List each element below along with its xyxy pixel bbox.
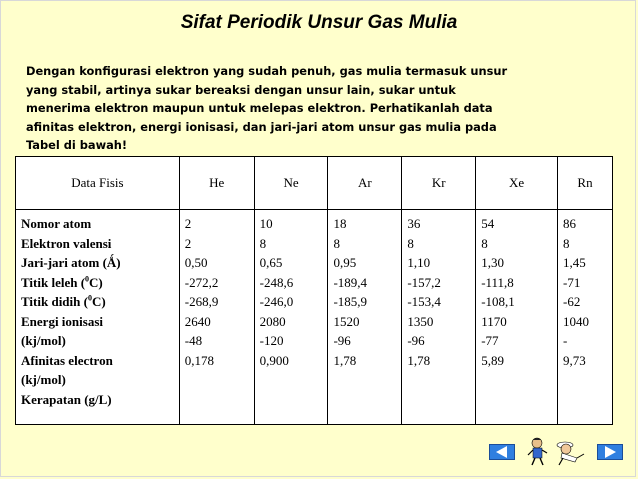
table-cell-value: -71 (563, 274, 581, 290)
intro-line: Dengan konfigurasi elektron yang sudah penuh, gas mulia termasuk unsur (26, 64, 508, 78)
intro-line: menerima elektron maupun untuk melepas elektron. Perhatikanlah data (26, 101, 493, 115)
row-label: (kj/mol) (21, 372, 66, 387)
degree-sup: 0 (87, 293, 92, 303)
row-label-melting (21, 273, 174, 293)
intro-paragraph (26, 62, 614, 155)
property-labels-cell (16, 210, 180, 425)
slide-title: Sifat Periodik Unsur Gas Mulia (180, 12, 458, 33)
row-label-boiling (21, 292, 174, 312)
row-label: Afinitas electron (21, 352, 113, 368)
table-cell-value: 1,78 (333, 352, 357, 368)
intro-line: afinitas elektron, energi ionisasi, dan jari-jari atom unsur gas mulia pada (26, 119, 497, 134)
row-label: (kj/mol) (21, 333, 66, 348)
header-element: Xe (476, 157, 558, 210)
table-cell-value: -185,9 (333, 294, 368, 309)
table-cell-value: -248,6 (259, 274, 294, 290)
table-cell-value: 5,89 (481, 352, 504, 368)
table-cell-value: 86 (563, 216, 577, 231)
table-cell-value: -272,2 (184, 274, 219, 290)
row-label: Kerapatan (g/L) (21, 391, 112, 407)
intro-line: Tabel di bawah! (26, 138, 128, 152)
prev-slide-button[interactable] (489, 444, 515, 460)
header-data-fisis: Data Fisis (16, 157, 180, 210)
values-kr (402, 210, 476, 425)
table-cell-value: 1520 (333, 313, 360, 329)
table-cell-value: 2 (184, 216, 192, 231)
table-cell-value: -48 (184, 333, 203, 348)
values-ar (328, 210, 402, 425)
next-slide-button[interactable] (597, 444, 623, 460)
table-cell-value: -120 (259, 333, 284, 348)
table-cell-value: -153,4 (407, 294, 441, 309)
table-cell-value: -77 (481, 333, 499, 348)
row-label: Titik leleh ( (21, 274, 86, 290)
table-cell-value: 1170 (481, 313, 507, 329)
table-cell-value: -111,8 (481, 274, 514, 290)
table-cell-value: 9,73 (563, 352, 586, 368)
teacher-character-icon[interactable] (553, 438, 587, 466)
values-he (179, 210, 254, 425)
table-cell-value: 1,78 (407, 352, 431, 368)
student-character-icon[interactable] (525, 437, 551, 467)
table-cell-value: -189,4 (333, 274, 368, 290)
table-cell-value: 8 (481, 235, 488, 251)
table-cell-value: 10 (259, 216, 273, 231)
table-cell-value: 18 (333, 216, 347, 231)
table-cell-value: 0,50 (184, 255, 208, 270)
table-cell-value: 8 (563, 235, 570, 251)
table-cell-value: 2080 (259, 313, 286, 329)
values-ne (254, 210, 328, 425)
table-header-row (16, 157, 613, 210)
degree-sup: 0 (85, 274, 90, 284)
row-label: Nomor atom (21, 216, 92, 231)
table-cell-value: 2 (184, 235, 192, 251)
table-cell-value: - (563, 333, 568, 348)
degree-suffix: C) (91, 294, 106, 309)
values-rn (558, 210, 613, 425)
table-cell-value: 8 (259, 235, 267, 251)
table-cell-value: 2640 (184, 313, 211, 329)
row-label: Titik didih ( (21, 294, 88, 309)
header-element: Ne (254, 157, 328, 210)
values-xe (476, 210, 558, 425)
header-element: Ar (328, 157, 402, 210)
table-cell-value: -246,0 (259, 294, 294, 309)
table-cell-value: 8 (407, 235, 414, 251)
table-cell-value: 1,45 (563, 255, 586, 270)
table-cell-value: 8 (333, 235, 340, 251)
table-body-row (16, 210, 613, 425)
arrow-right-icon (598, 445, 622, 459)
table-cell-value: -96 (407, 333, 425, 348)
table-cell-value: 1040 (563, 313, 590, 329)
table-cell-value: 1350 (407, 313, 434, 329)
arrow-left-icon (490, 445, 514, 459)
row-label: Energi ionisasi (21, 313, 103, 329)
header-element: Rn (558, 157, 613, 210)
table-cell-value: -108,1 (481, 294, 515, 309)
table-cell-value: 0,178 (184, 352, 214, 368)
table-cell-value: 1,10 (407, 255, 431, 270)
table-cell-value: 54 (481, 216, 495, 231)
row-label: Elektron valensi (21, 235, 112, 251)
table-cell-value: -96 (333, 333, 351, 348)
table-cell-value: -157,2 (407, 274, 441, 290)
noble-gas-table (15, 156, 613, 425)
table-cell-value: 1,30 (481, 255, 504, 270)
table-cell-value: 36 (407, 216, 421, 231)
table-cell-value: -62 (563, 294, 581, 309)
header-element: Kr (402, 157, 476, 210)
table-cell-value: 0,65 (259, 255, 283, 270)
row-label: Jari-jari atom (Ǻ) (21, 255, 121, 270)
table-cell-value: 0,900 (259, 352, 289, 368)
degree-suffix: C) (89, 274, 103, 290)
header-element: He (179, 157, 254, 210)
table-cell-value: 0,95 (333, 255, 357, 270)
table-cell-value: -268,9 (184, 294, 219, 309)
intro-line: yang stabil, artinya sukar bereaksi dengan unsur lain, sukar untuk (26, 82, 456, 97)
